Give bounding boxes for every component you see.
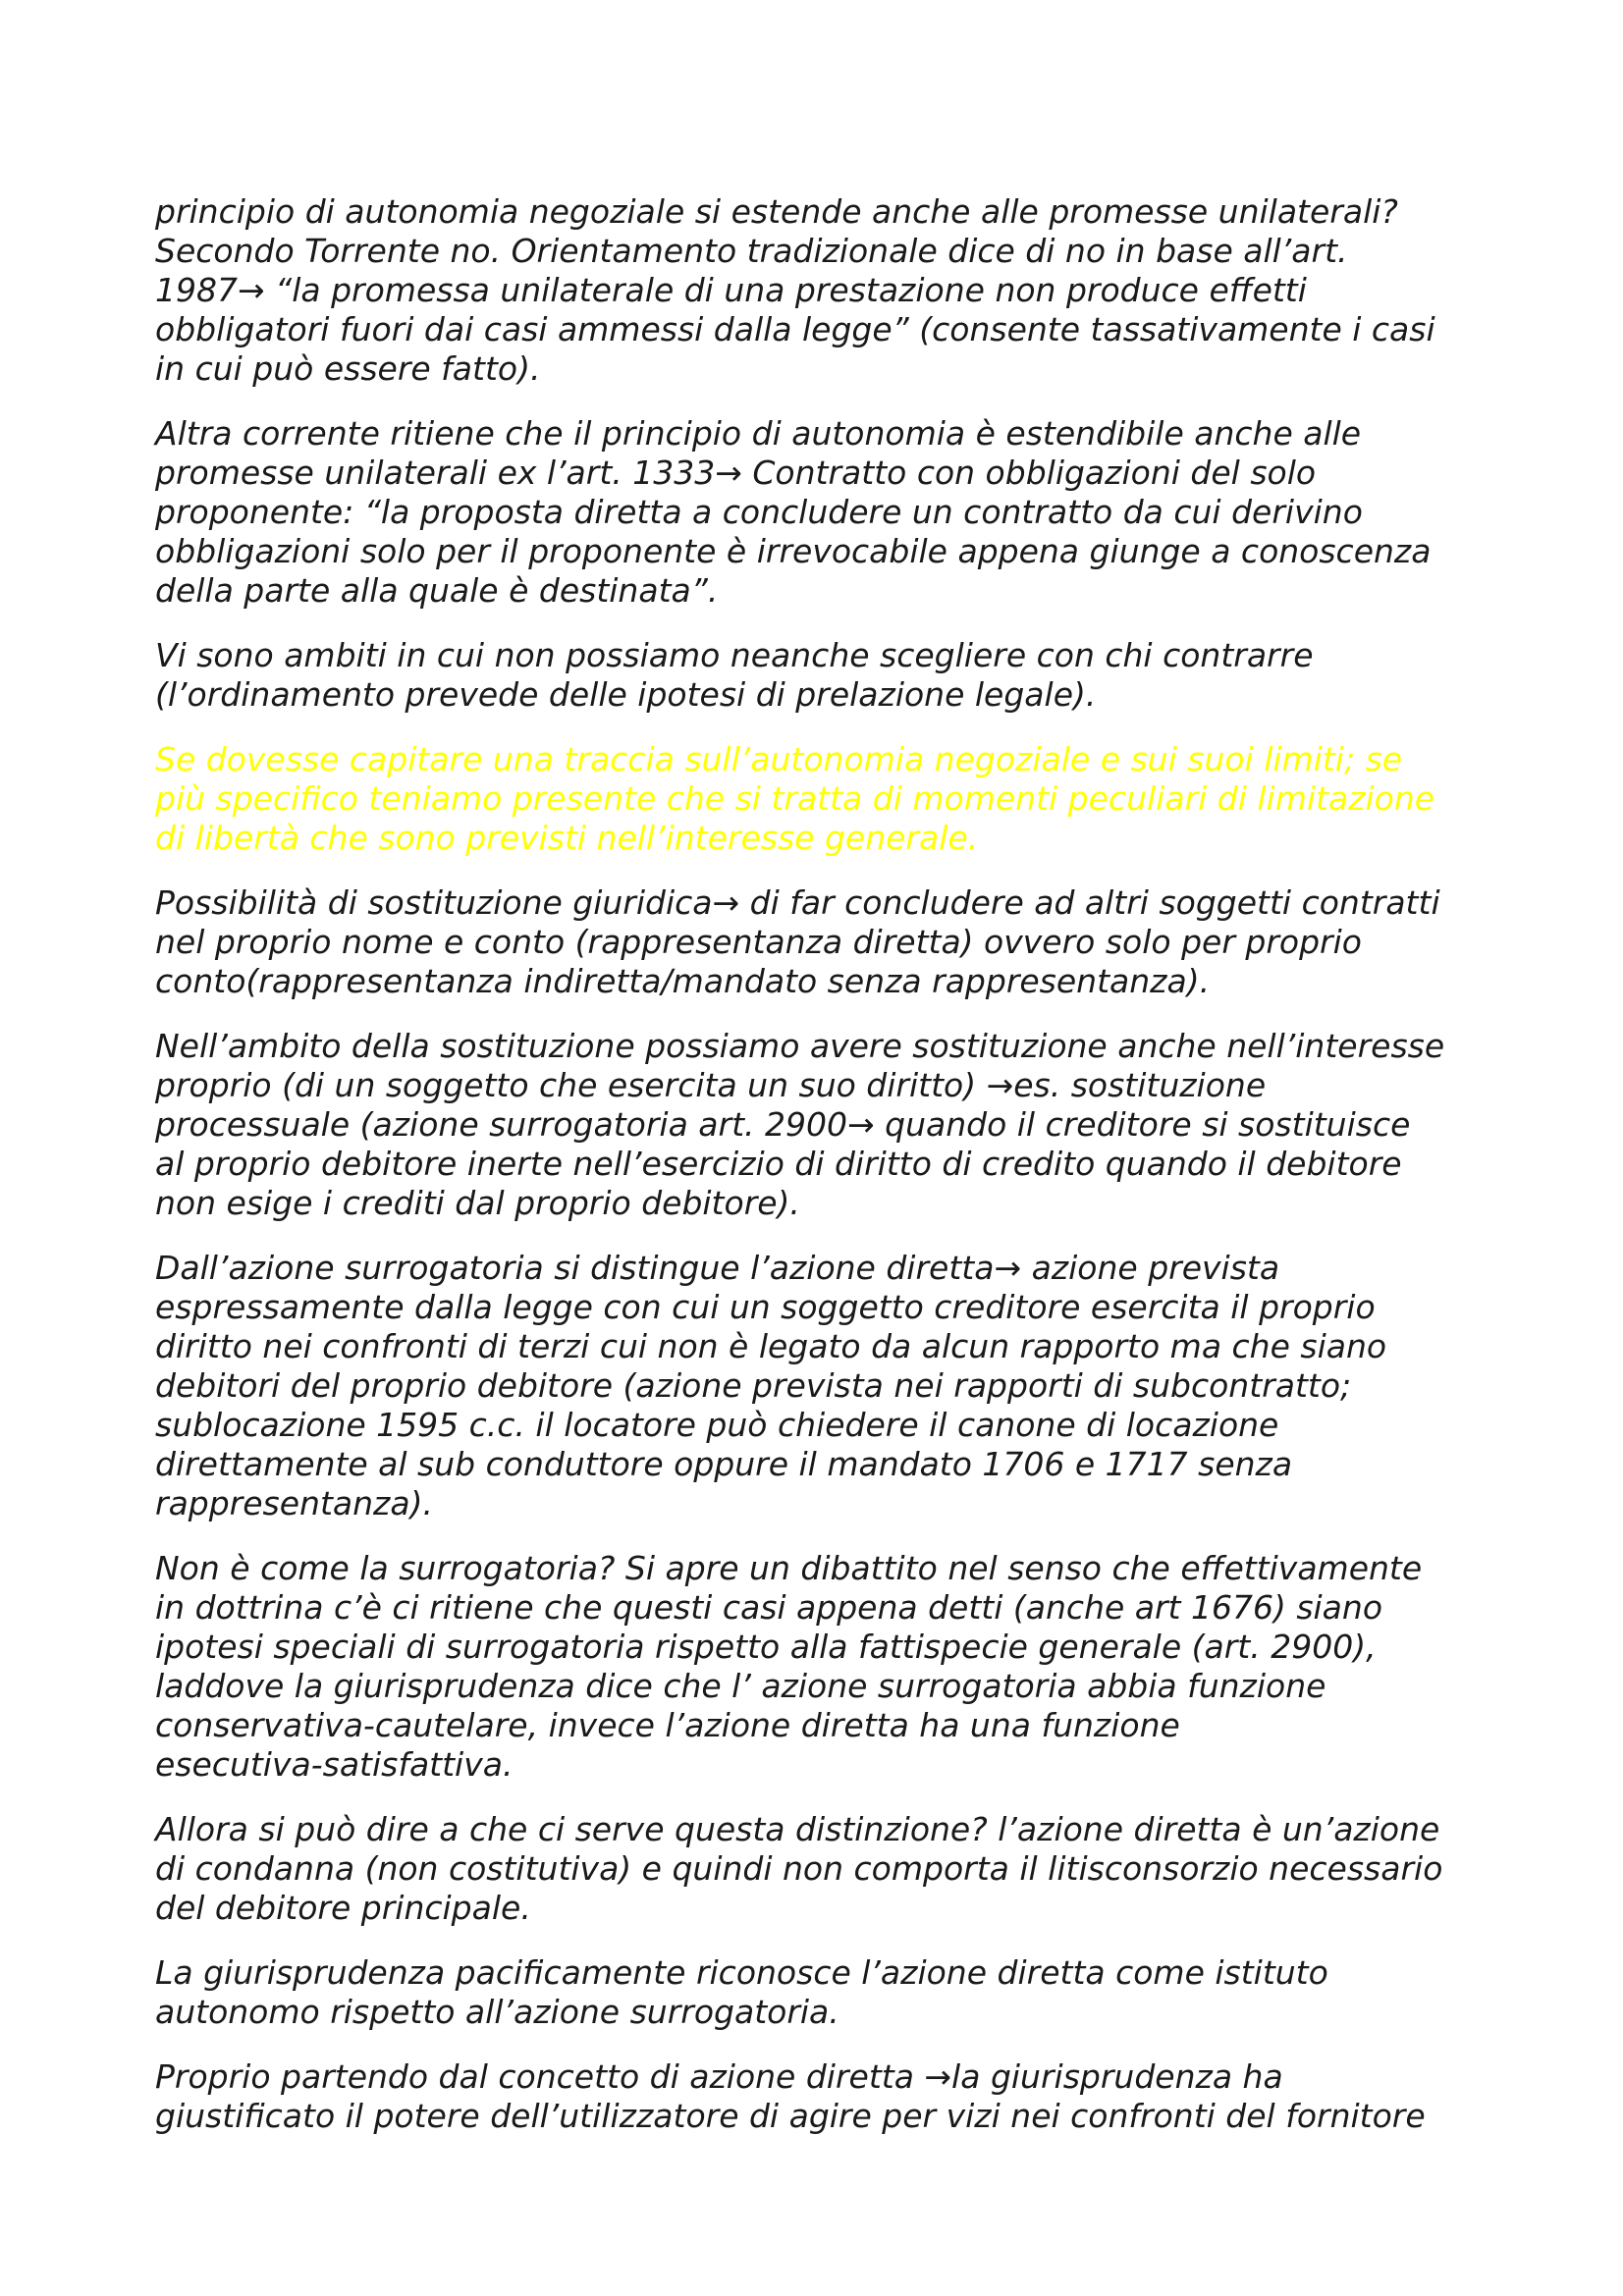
paragraph	[155, 1249, 1476, 1523]
text-line: (l’ordinamento prevede delle ipotesi di prelazione legale).	[155, 675, 1097, 714]
text-line: in dottrina c’è ci ritiene che questi casi appena detti (anche art 1676) siano	[155, 1588, 1383, 1627]
text-line: non esige i crediti dal proprio debitore).	[155, 1184, 800, 1222]
text-line: esecutiva-satisfattiva.	[155, 1745, 514, 1784]
text-line: di condanna (non costitutiva) e quindi non comporta il litisconsorzio necessario	[155, 1849, 1443, 1888]
text-line: Allora si può dire a che ci serve questa distinzione? l’azione diretta è un’azione	[155, 1810, 1440, 1848]
text-line: obbligatori fuori dai casi ammessi dalla legge” (consente tassativamente i casi	[155, 310, 1435, 348]
text-line: nel proprio nome e conto (rappresentanza diretta) ovvero solo per proprio	[155, 923, 1362, 961]
text-line: autonomo rispetto all’azione surrogatoria.	[155, 1993, 839, 2031]
text-line: 1987→ “la promessa unilaterale di una prestazione non produce effetti	[155, 271, 1307, 309]
text-line: Altra corrente ritiene che il principio di autonomia è estendibile anche alle	[155, 414, 1362, 453]
paragraph	[155, 1549, 1476, 1785]
text-line: ipotesi speciali di surrogatoria rispetto alla fattispecie generale (art. 2900),	[155, 1628, 1377, 1666]
text-line: sublocazione 1595 c.c. il locatore può chiedere il canone di locazione	[155, 1406, 1279, 1444]
text-line: Secondo Torrente no. Orientamento tradizionale dice di no in base all’art.	[155, 232, 1348, 270]
text-line: processuale (azione surrogatoria art. 2900→ quando il creditore si sostituisce	[155, 1105, 1411, 1144]
text-line: Proprio partendo dal concetto di azione diretta →la giurisprudenza ha	[155, 2057, 1283, 2096]
text-line: promesse unilaterali ex l’art. 1333→ Contratto con obbligazioni del solo	[155, 454, 1317, 492]
text-line: Non è come la surrogatoria? Si apre un dibattito nel senso che effettivamente	[155, 1549, 1423, 1587]
text-line: diritto nei confronti di terzi cui non è legato da alcun rapporto ma che siano	[155, 1327, 1387, 1365]
text-line: conservativa-cautelare, invece l’azione diretta ha una funzione	[155, 1706, 1180, 1744]
text-line: più specifico teniamo presente che si tratta di momenti peculiari di limitazione	[155, 779, 1435, 818]
text-line: obbligazioni solo per il proponente è irrevocabile appena giunge a conoscenza	[155, 532, 1432, 570]
text-line: Vi sono ambiti in cui non possiamo neanche scegliere con chi contrarre	[155, 636, 1314, 674]
text-line: Dall’azione surrogatoria si distingue l’azione diretta→ azione prevista	[155, 1249, 1280, 1287]
text-line: in cui può essere fatto).	[155, 349, 541, 388]
text-line: laddove la giurisprudenza dice che l’ azione surrogatoria abbia funzione	[155, 1667, 1326, 1705]
text-line: La giurisprudenza pacificamente riconosce l’azione diretta come istituto	[155, 1953, 1328, 1992]
text-line: Nell’ambito della sostituzione possiamo avere sostituzione anche nell’interesse	[155, 1027, 1445, 1065]
paragraph	[155, 414, 1476, 611]
paragraph	[155, 192, 1476, 389]
paragraph	[155, 883, 1476, 1001]
text-line: principio di autonomia negoziale si estende anche alle promesse unilaterali?	[155, 192, 1398, 231]
text-line: debitori del proprio debitore (azione prevista nei rapporti di subcontratto;	[155, 1366, 1352, 1405]
text-line: del debitore principale.	[155, 1889, 531, 1927]
text-line: al proprio debitore inerte nell’esercizio di diritto di credito quando il debitore	[155, 1145, 1402, 1183]
text-line: proponente: “la proposta diretta a concludere un contratto da cui derivino	[155, 493, 1363, 531]
text-line: espressamente dalla legge con cui un soggetto creditore esercita il proprio	[155, 1288, 1376, 1326]
text-line: giustificato il potere dell’utilizzatore di agire per vizi nei confronti del fornitore	[155, 2097, 1426, 2135]
document-body	[155, 192, 1476, 2162]
text-line: Se dovesse capitare una traccia sull’autonomia negoziale e sui suoi limiti; se	[155, 740, 1403, 778]
text-line: della parte alla quale è destinata”.	[155, 571, 719, 610]
text-line: Possibilità di sostituzione giuridica→ di far concludere ad altri soggetti contratti	[155, 883, 1440, 922]
text-line: rappresentanza).	[155, 1484, 433, 1522]
text-line: di libertà che sono previsti nell’interesse generale.	[155, 819, 979, 857]
highlighted-paragraph	[155, 740, 1476, 858]
text-line: direttamente al sub conduttore oppure il mandato 1706 e 1717 senza	[155, 1445, 1293, 1483]
paragraph	[155, 1953, 1476, 2032]
paragraph	[155, 1810, 1476, 1928]
paragraph	[155, 1027, 1476, 1223]
text-line: proprio (di un soggetto che esercita un suo diritto) →es. sostituzione	[155, 1066, 1267, 1104]
text-line: conto(rappresentanza indiretta/mandato senza rappresentanza).	[155, 962, 1211, 1000]
paragraph	[155, 2057, 1476, 2136]
paragraph	[155, 636, 1476, 715]
